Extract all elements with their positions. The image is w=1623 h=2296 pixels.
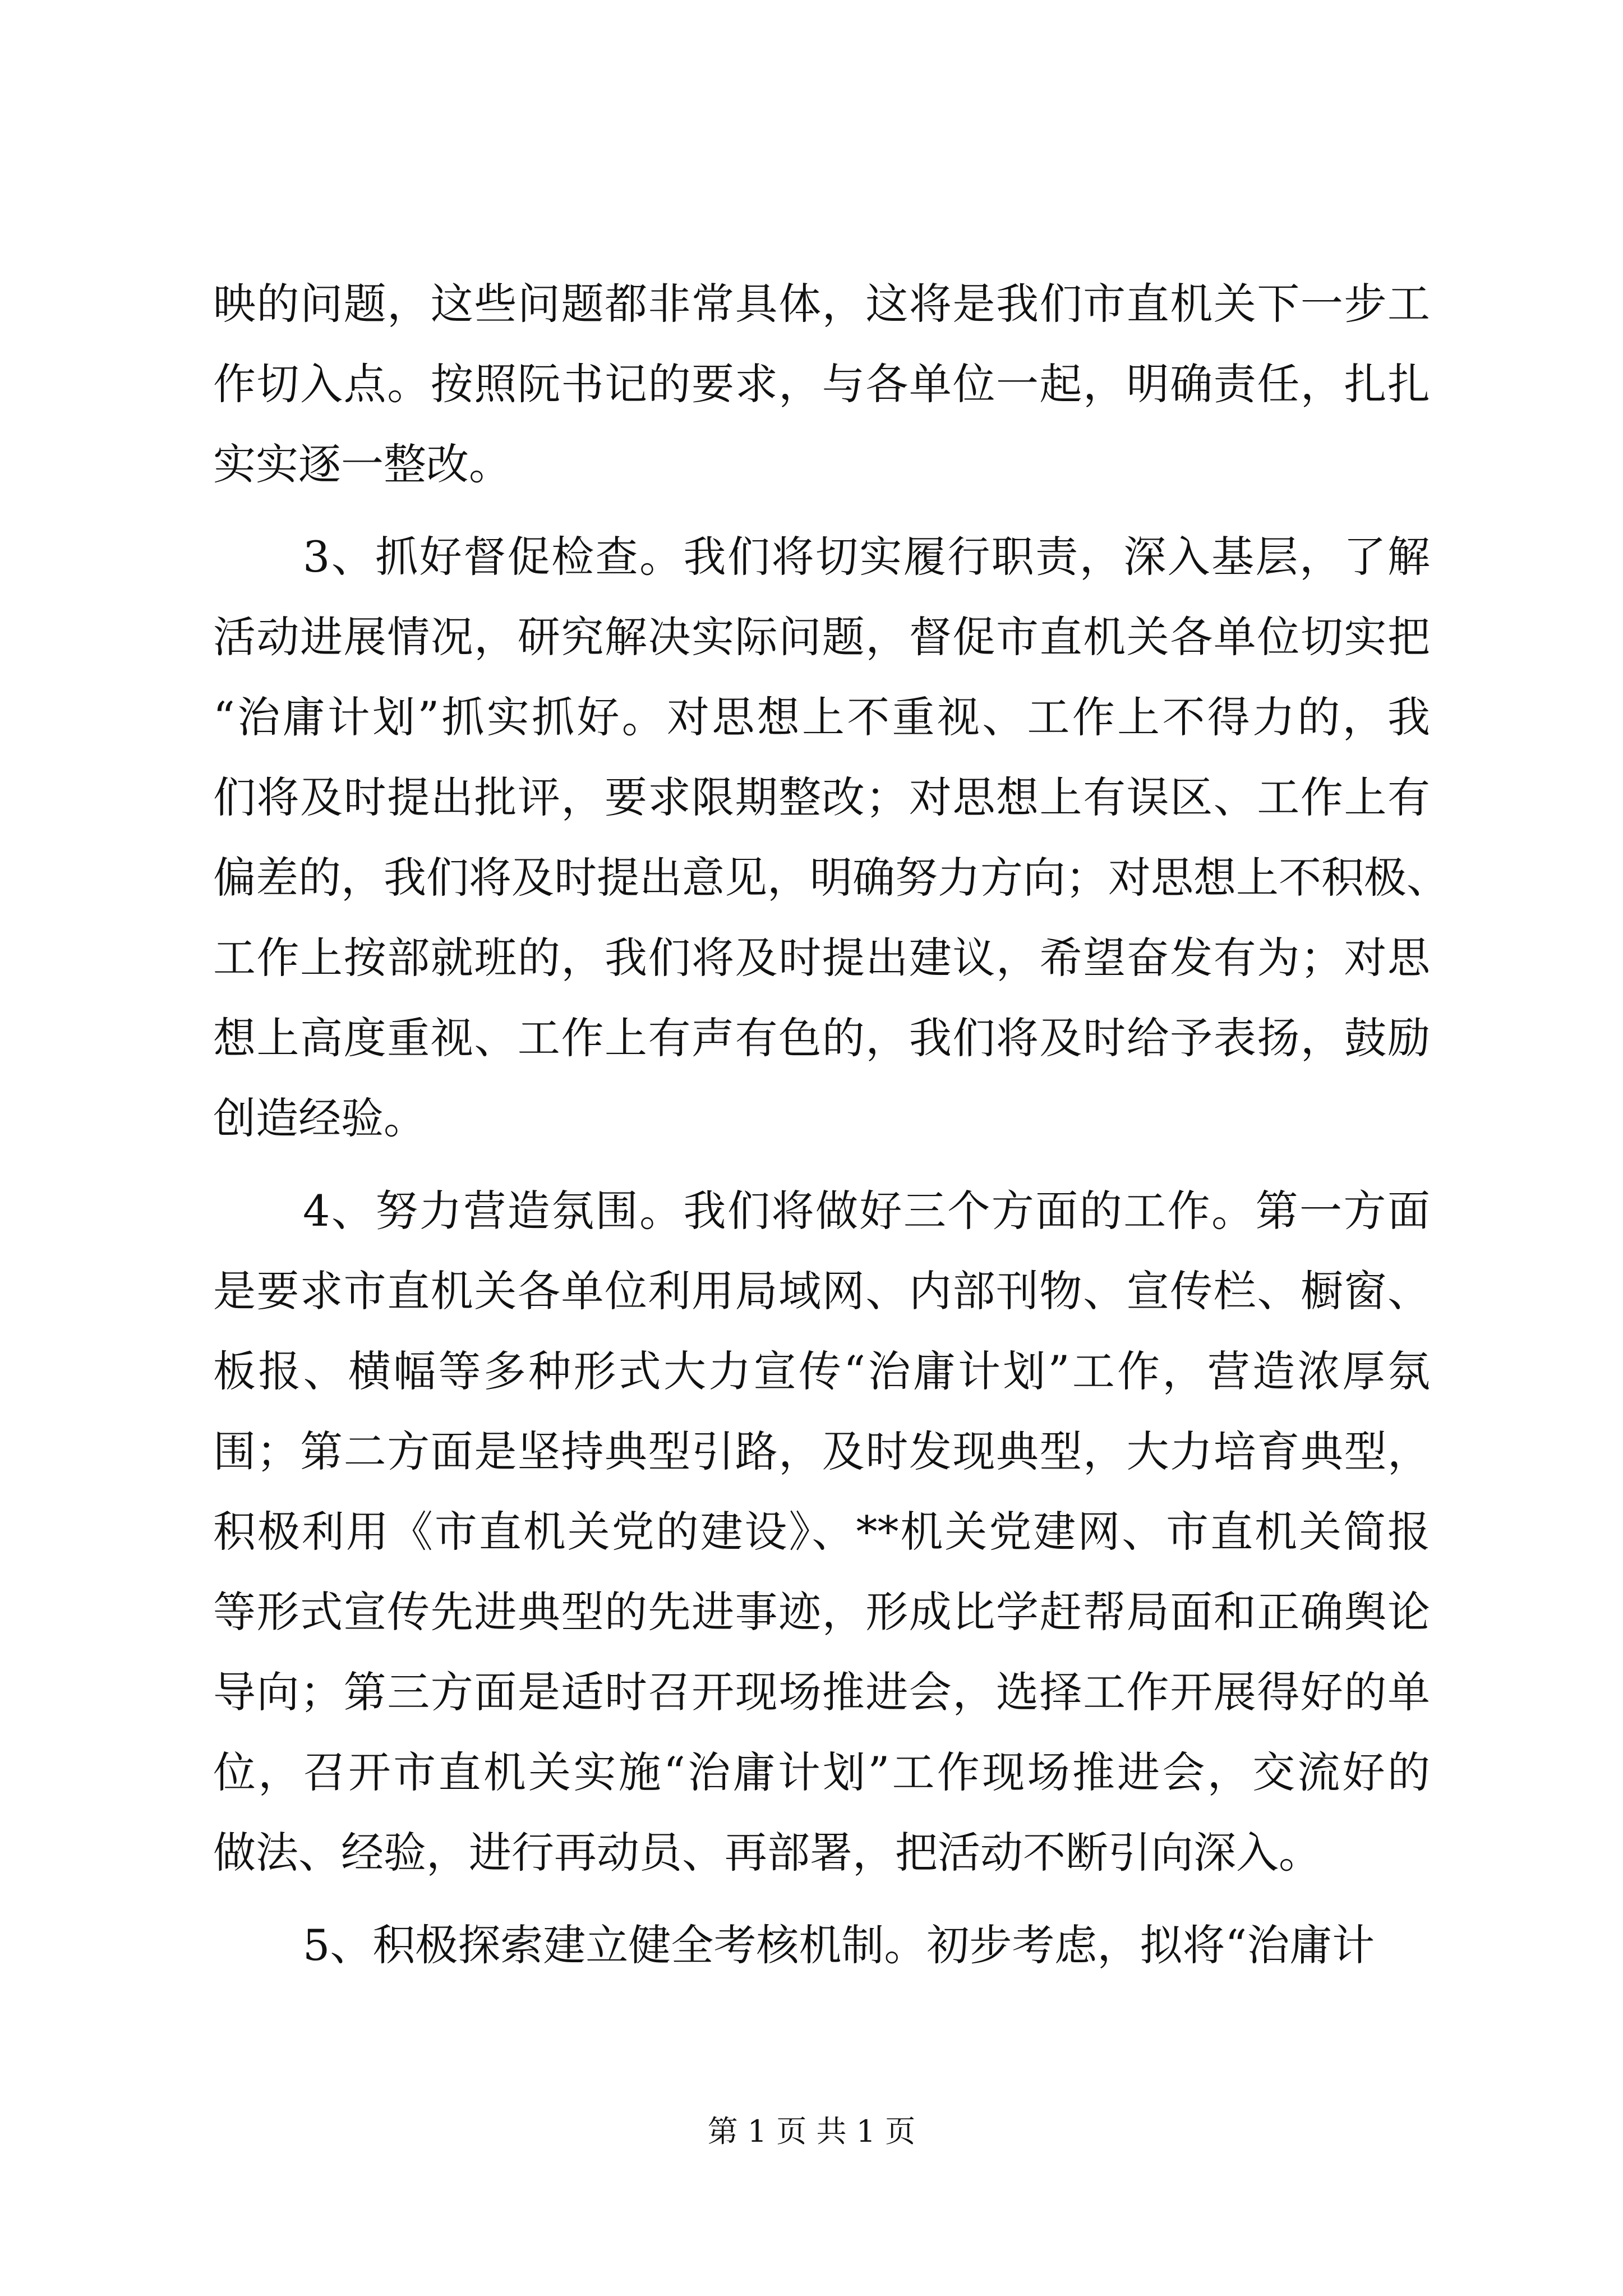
paragraph-assessment — [213, 1905, 1430, 1985]
text-line: 4、努力营造氛围。我们将做好三个方面的工作。第一方面 — [303, 1186, 1430, 1236]
text-line: 3、抓好督促检查。我们将切实履行职责，深入基层，了解 — [303, 532, 1430, 582]
text-line: 作切入点。按照阮书记的要求，与各单位一起，明确责任，扎扎 — [213, 359, 1430, 409]
page-indicator: 第 1 页 共 1 页 — [707, 2114, 916, 2149]
text-line: 活动进展情况，研究解决实际问题，督促市直机关各单位切实把 — [213, 612, 1430, 662]
text-line: 5、积极探索建立健全考核机制。初步考虑，拟将“治庸计 — [303, 1920, 1375, 1970]
text-line: 工作上按部就班的，我们将及时提出建议，希望奋发有为；对思 — [213, 933, 1430, 983]
text-line: 板报、横幅等多种形式大力宣传“治庸计划”工作，营造浓厚氛 — [213, 1346, 1430, 1396]
paragraph-atmosphere — [213, 1171, 1430, 1893]
paragraph-continuation — [213, 264, 1430, 504]
text-line: 创造经验。 — [213, 1093, 426, 1143]
text-line: 围；第二方面是坚持典型引路，及时发现典型，大力培育典型， — [213, 1427, 1430, 1476]
paragraph-supervision — [213, 517, 1449, 1158]
text-line: 们将及时提出批评，要求限期整改；对思想上有误区、工作上有 — [213, 772, 1430, 822]
text-line: 映的问题，这些问题都非常具体，这将是我们市直机关下一步工 — [213, 279, 1430, 329]
text-line: 偏差的，我们将及时提出意见，明确努力方向；对思想上不积极、 — [213, 853, 1449, 903]
document-body — [213, 264, 1449, 1985]
text-line: “治庸计划”抓实抓好。对思想上不重视、工作上不得力的，我 — [213, 692, 1430, 742]
text-line: 导向；第三方面是适时召开现场推进会，选择工作开展得好的单 — [213, 1667, 1430, 1717]
text-line: 积极利用《市直机关党的建设》、**机关党建网、市直机关简报 — [213, 1507, 1430, 1557]
page-footer — [0, 2109, 1623, 2154]
text-line: 是要求市直机关各单位利用局域网、内部刊物、宣传栏、橱窗、 — [213, 1266, 1430, 1316]
text-line: 实实逐一整改。 — [213, 439, 511, 489]
text-line: 位，召开市直机关实施“治庸计划”工作现场推进会，交流好的 — [213, 1747, 1430, 1797]
text-line: 等形式宣传先进典型的先进事迹，形成比学赶帮局面和正确舆论 — [213, 1587, 1430, 1637]
text-line: 想上高度重视、工作上有声有色的，我们将及时给予表扬，鼓励 — [213, 1013, 1430, 1063]
text-line: 做法、经验，进行再动员、再部署，把活动不断引向深入。 — [213, 1828, 1321, 1878]
